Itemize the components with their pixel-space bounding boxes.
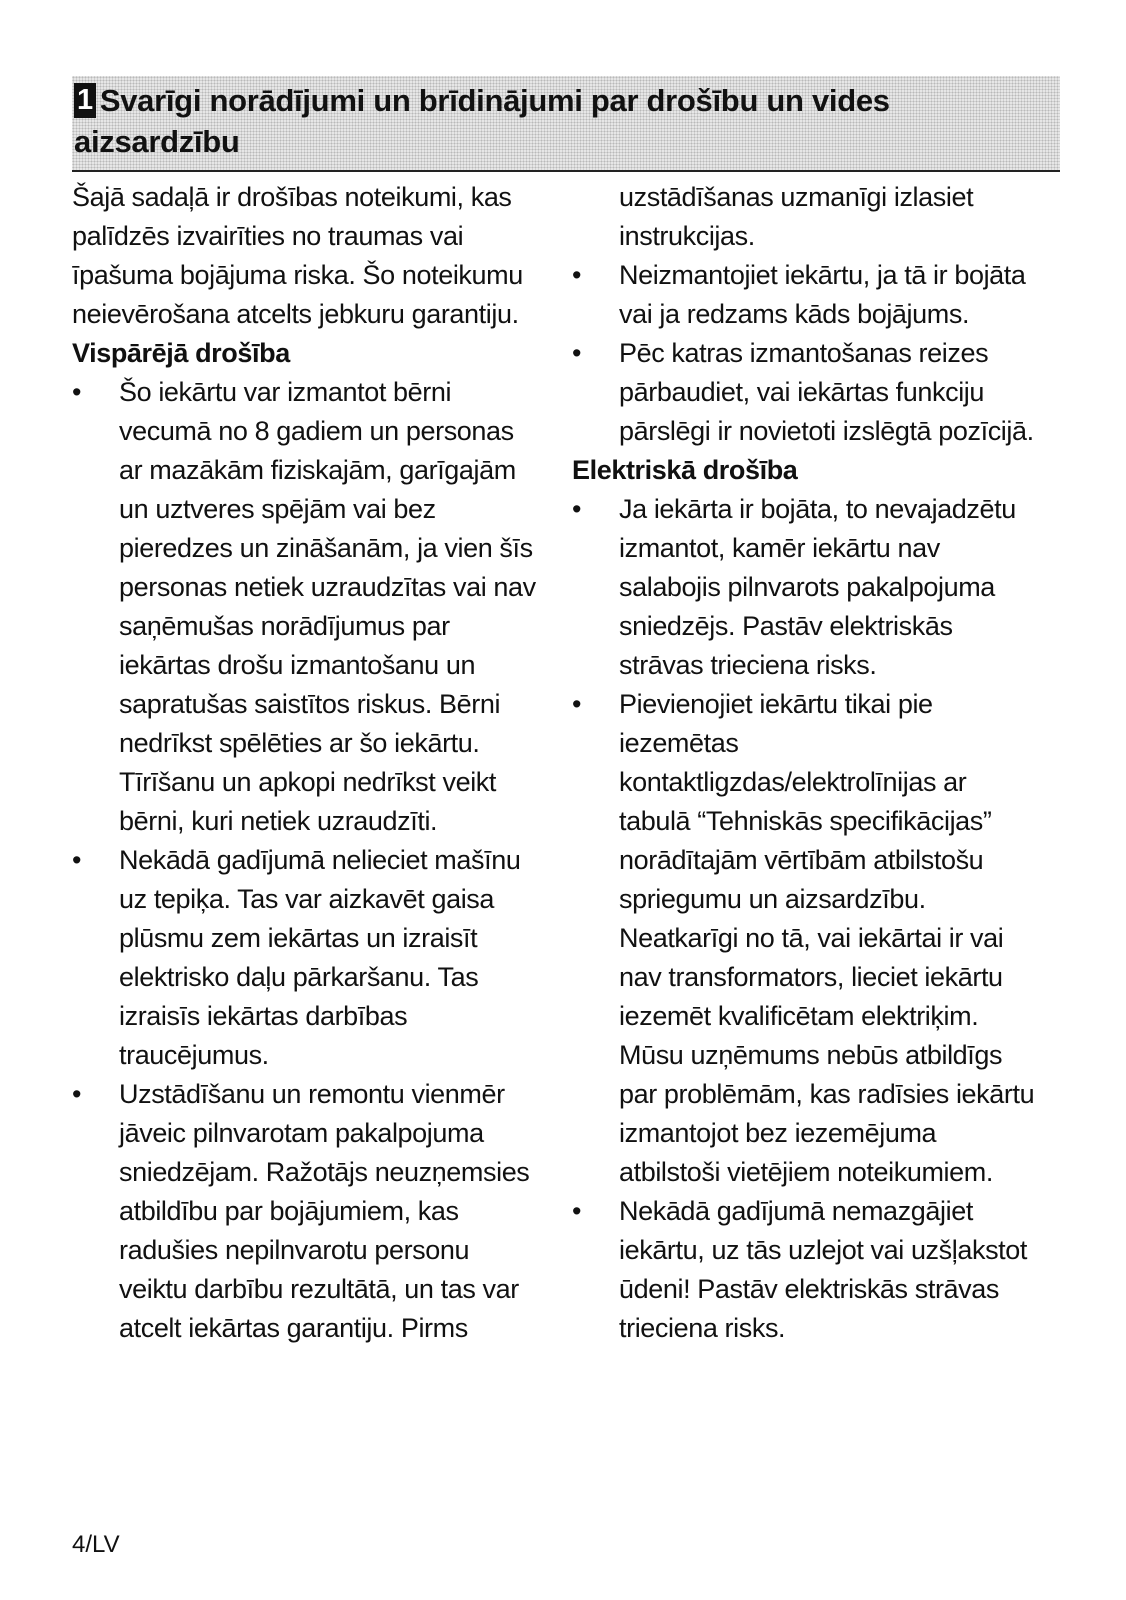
list-item-continuation: uzstādīšanas uzmanīgi izlasiet instrukcijas. [619,182,974,251]
list-item [572,685,1042,1192]
list-item-text: Uzstādīšanu un remontu vienmēr jāveic pilnvarotam pakalpojuma sniedzējam. Ražotājs neuzņemsies atbildību par bojājumiem, kas radušies nepilnvarotu personu veiktu darbību rezultātā, un tas var atcelt iekārtas garantiju. Pirms [119,1079,530,1343]
bullet-icon: • [572,338,582,368]
list-item-text: Neizmantojiet iekārtu, ja tā ir bojāta vai ja redzams kāds bojājums. [619,260,1026,329]
bullet-icon: • [572,260,582,290]
electrical-safety-heading: Elektriskā drošība [572,455,798,485]
intro-paragraph: Šajā sadaļā ir drošības noteikumi, kas palīdzēs izvairīties no traumas vai īpašuma bojājuma riska. Šo noteikumu neievērošana atcelts jebkuru garantiju. [72,182,523,329]
bullet-icon: • [72,845,82,875]
list-item-text: Šo iekārtu var izmantot bērni vecumā no 8 gadiem un personas ar mazākām fiziskajām, garīgajām un uztveres spējām vai bez pieredzes un zināšanām, ja vien šīs personas netiek uzraudzītas vai nav saņēmušas norādījumus par iekārtas drošu izmantošanu un sapratušas saistītos riskus. Bērni nedrīkst spēlēties ar šo iekārtu. Tīrīšanu un apkopi nedrīkst veikt bērni, kuri netiek uzraudzīti. [119,377,536,836]
section-title-text: Svarīgi norādījumi un brīdinājumi par drošību un vides aizsardzību [74,83,890,159]
general-safety-list [72,373,542,1348]
list-item [72,373,542,841]
list-item-text: Pievienojiet iekārtu tikai pie iezemētas kontaktligzdas/elektrolīnijas ar tabulā “Tehniskās specifikācijas” norādītajām vērtībām atbilstošu spriegumu un aizsardzību. Neatkarīgi no tā, vai iekārtai ir vai nav transformators, lieciet iekārtu iezemēt kvalificētam elektriķim. Mūsu uzņēmums nebūs atbildīgs par problēmām, kas radīsies iekārtu izmantojot bez iezemējuma atbilstoši vietējiem noteikumiem. [619,689,1035,1187]
list-item [572,256,1042,334]
list-item-text: Nekādā gadījumā nemazgājiet iekārtu, uz tās uzlejot vai uzšļakstot ūdeni! Pastāv elektriskās strāvas trieciena risks. [619,1196,1027,1343]
page-number: 4/LV [72,1531,120,1558]
list-item-text: Pēc katras izmantošanas reizes pārbaudiet, vai iekārtas funkciju pārslēgi ir novietoti izslēgtā pozīcijā. [619,338,1034,446]
bullet-icon: • [572,494,582,524]
list-item-text: Ja iekārta ir bojāta, to nevajadzētu izmantot, kamēr iekārtu nav salabojis pilnvarots pakalpojuma sniedzējs. Pastāv elektriskās strāvas trieciena risks. [619,494,1016,680]
list-item [572,490,1042,685]
section-number-badge: 1 [74,83,96,118]
bullet-icon: • [72,1079,82,1109]
left-column [72,178,542,1348]
list-item [572,1192,1042,1348]
general-safety-list-continued [572,256,1042,451]
electrical-safety-list [572,490,1042,1348]
general-safety-heading: Vispārējā drošība [72,338,290,368]
list-item [72,841,542,1075]
bullet-icon: • [572,1196,582,1226]
list-item [72,1075,542,1348]
bullet-icon: • [572,689,582,719]
right-column [572,178,1042,1348]
section-header [72,76,1060,172]
bullet-icon: • [72,377,82,407]
list-item-text: Nekādā gadījumā nelieciet mašīnu uz tepiķa. Tas var aizkavēt gaisa plūsmu zem iekārtas un izraisīt elektrisko daļu pārkaršanu. Tas izraisīs iekārtas darbības traucējumus. [119,845,521,1070]
section-title [74,80,974,162]
list-item [572,334,1042,451]
